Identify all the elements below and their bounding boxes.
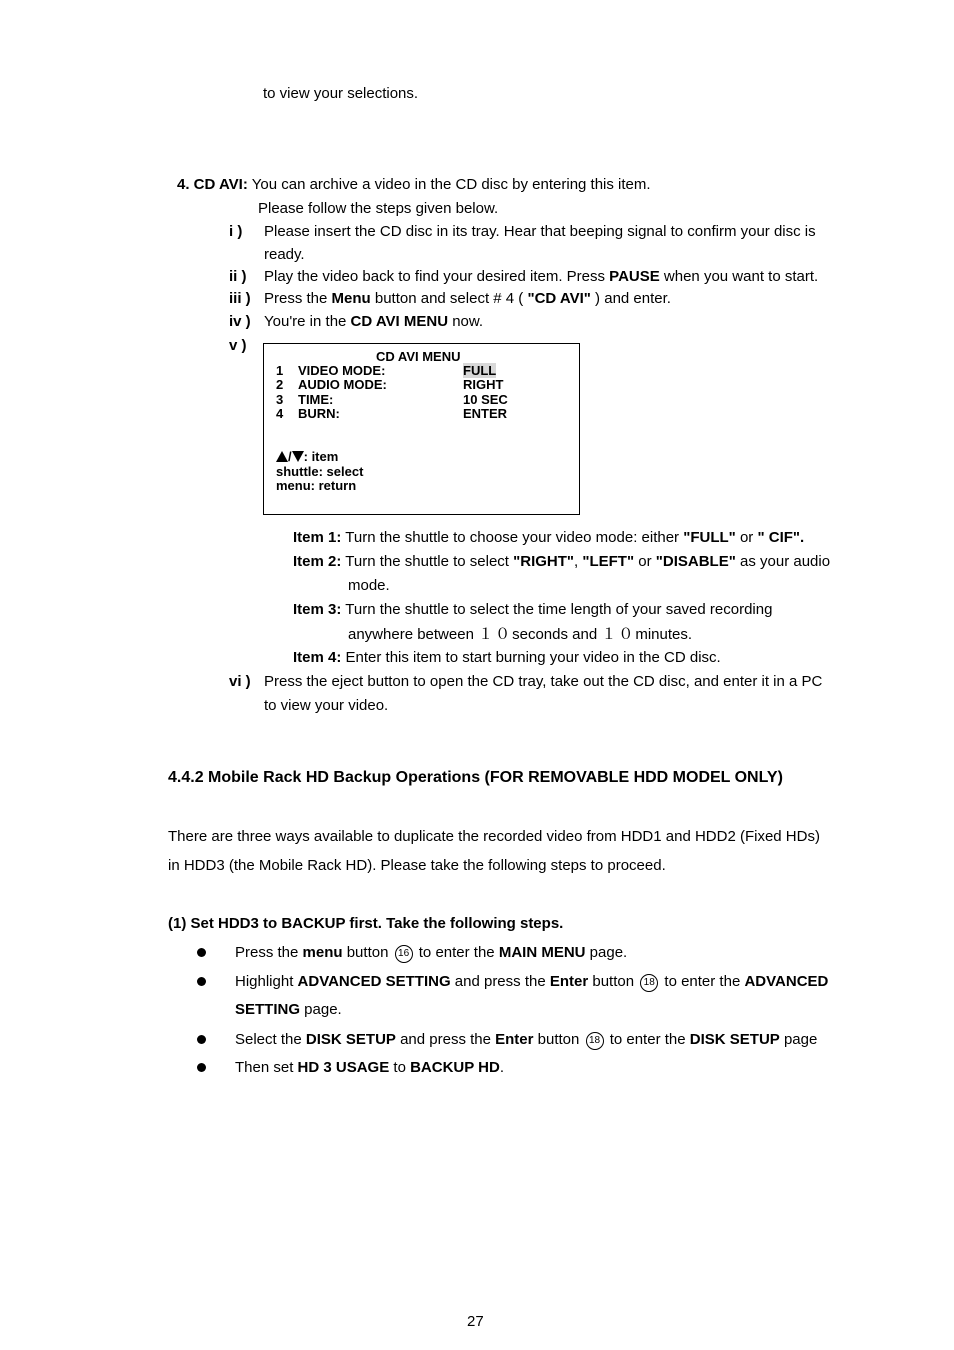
bullet-dot — [197, 948, 206, 957]
menu-row-num: 2 — [276, 377, 284, 392]
step-label-iii: iii ) — [229, 290, 251, 307]
item-2-text: Item 2: Turn the shuttle to select "RIGHT", "LEFT" or "DISABLE" as your audio — [293, 553, 831, 570]
section-paragraph-line-1: There are three ways available to duplicate the recorded video from HDD1 and HDD2 (Fixed HDs) — [168, 828, 820, 845]
menu-row-name: VIDEO MODE: — [298, 363, 386, 378]
continuation-text: to view your selections. — [263, 85, 419, 102]
item-2-text-cont: mode. — [348, 577, 390, 594]
section-heading: 4.4.2 Mobile Rack HD Backup Operations (FOR REMOVABLE HDD MODEL ONLY) — [168, 769, 783, 786]
bullet-3-text: Select the DISK SETUP and press the Enter button 18 to enter the DISK SETUP page — [235, 1031, 818, 1048]
step-text-iii: Press the Menu button and select # 4 ( "CD AVI" ) and enter. — [264, 290, 671, 307]
step-text-vi-cont: to view your video. — [264, 697, 389, 714]
bullet-dot — [197, 1063, 206, 1072]
menu-row-name: BURN: — [298, 406, 340, 421]
item-1-text: Item 1: Turn the shuttle to choose your video mode: either "FULL" or " CIF". — [293, 529, 805, 546]
up-triangle-icon — [276, 451, 288, 462]
menu-row-num: 4 — [276, 406, 284, 421]
section-paragraph-line-2: in HDD3 (the Mobile Rack HD). Please take the following steps to proceed. — [168, 857, 666, 874]
menu-title: CD AVI MENU — [376, 349, 461, 364]
subsection-heading: (1) Set HDD3 to BACKUP first. Take the following steps. — [168, 915, 564, 932]
bullet-4-text: Then set HD 3 USAGE to BACKUP HD. — [235, 1059, 504, 1076]
cd-avi-intro-2: Please follow the steps given below. — [258, 200, 499, 217]
bullet-2-text-cont: SETTING page. — [235, 1001, 342, 1018]
circled-18-icon: 18 — [586, 1032, 604, 1050]
step-text-i: Please insert the CD disc in its tray. Hear that beeping signal to confirm your disc is — [264, 223, 816, 240]
step-label-vi: vi ) — [229, 673, 251, 690]
menu-row-value: RIGHT — [463, 377, 504, 392]
step-text-ii: Play the video back to find your desired item. Press PAUSE when you want to start. — [264, 268, 819, 285]
bullet-2-text: Highlight ADVANCED SETTING and press the Enter button 18 to enter the ADVANCED — [235, 973, 829, 990]
item-3-text-cont: anywhere between １０seconds and １０minutes. — [348, 625, 693, 643]
cd-avi-label: 4. CD AVI: — [177, 176, 248, 193]
menu-return-hint: menu: return — [276, 478, 357, 493]
menu-row-value: 10 SEC — [463, 392, 508, 407]
menu-row-num: 3 — [276, 392, 284, 407]
cd-avi-intro: 4. CD AVI: You can archive a video in the CD disc by entering this item. — [177, 176, 651, 193]
step-label-ii: ii ) — [229, 268, 247, 285]
bullet-1-text: Press the menu button 16 to enter the MAIN MENU page. — [235, 944, 628, 961]
menu-shuttle-hint: shuttle: select — [276, 464, 364, 479]
step-label-v: v ) — [229, 337, 247, 354]
step-text-vi: Press the eject button to open the CD tray, take out the CD disc, and enter it in a PC — [264, 673, 823, 690]
step-label-iv: iv ) — [229, 313, 251, 330]
down-triangle-icon — [292, 451, 304, 462]
menu-row-name: AUDIO MODE: — [298, 377, 387, 392]
menu-row-name: TIME: — [298, 392, 334, 407]
step-label-i: i ) — [229, 223, 243, 240]
menu-row-value-selected: FULL — [463, 363, 497, 378]
bullet-dot — [197, 977, 206, 986]
menu-row-num: 1 — [276, 363, 284, 378]
menu-nav-hint: / : item — [276, 449, 338, 464]
menu-row-value: ENTER — [463, 406, 508, 421]
cd-avi-menu-screen — [263, 343, 580, 515]
circled-18-icon: 18 — [640, 974, 658, 992]
item-4-text: Item 4: Enter this item to start burning your video in the CD disc. — [293, 649, 721, 666]
circled-16-icon: 16 — [395, 945, 413, 963]
bullet-dot — [197, 1035, 206, 1044]
step-text-iv: You're in the CD AVI MENU now. — [264, 313, 484, 330]
step-text-i-cont: ready. — [264, 246, 305, 263]
page-number: 27 — [467, 1313, 484, 1330]
item-3-text: Item 3: Turn the shuttle to select the time length of your saved recording — [293, 601, 773, 618]
